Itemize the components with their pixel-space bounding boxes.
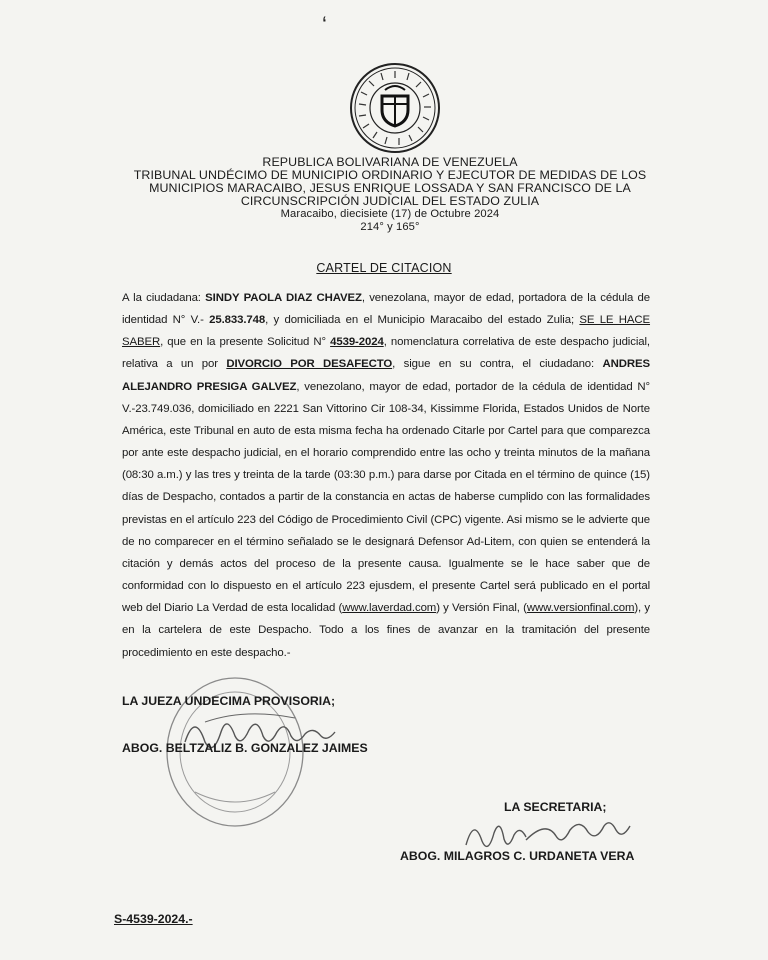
laverdad-link[interactable]: www.laverdad.com xyxy=(342,602,437,615)
header-republic: REPUBLICA BOLIVARIANA DE VENEZUELA xyxy=(262,155,518,169)
body-text-segment: , nomenclatura correlativa de este despacho judicial, relativa a un por xyxy=(122,336,650,371)
header-municipalities: MUNICIPIOS MARACAIBO, JESUS ENRIQUE LOSSADA Y SAN FRANCISCO DE LA xyxy=(149,181,631,195)
cited-party-name: SINDY PAOLA DIAZ CHAVEZ xyxy=(205,292,362,304)
document-title-text: CARTEL DE CITACION xyxy=(316,261,452,275)
versionfinal-link[interactable]: www.versionfinal.com xyxy=(526,602,635,615)
judge-name: ABOG. BELTZALIZ B. GONZALEZ JAIMES xyxy=(122,741,368,755)
petitioner-name: ANDRES ALEJANDRO PRESIGA GALVEZ xyxy=(122,358,650,393)
body-text-segment: , venezolana, mayor de edad, portadora de la cédula de identidad N° V.- xyxy=(122,292,650,327)
header-circumscription: CIRCUNSCRIPCIÓN JUDICIAL DEL ESTADO ZULIA xyxy=(240,194,540,208)
header-court-line: TRIBUNAL UNDÉCIMO DE MUNICIPIO ORDINARIO Y EJECUTOR DE MEDIDAS DE LOS xyxy=(133,168,647,182)
body-text-segment: , venezolano, mayor de edad, portador de la cédula de identidad N° V.-23.749.036, domiciliado en 2221 San Vittorino Cir 108-34, Kissimme Florida, Estados Unidos de Norte América, este Tribunal en auto de esta misma fecha ha ordenado Citarle por Cartel para que comparezca por ante este despacho judicial, en el horario comprendido entre las ocho y treinta minutos de la mañana (08:30 a.m.) y las tres y treinta de la tarde (03:30 p.m.) para darse por Citada en el término de quince (15) días de Despacho, contados a partir de la constancia en actas de haberse cumplido con las formalidades previstas en el artículo 223 del Código de Procedimiento Civil (CPC) vigente. Asi mismo se le advierte que de no comparecer en el término señalado se le designará Defensor Ad-Litem, con quien se entenderá la citación y demás actos del proceso de la presente causa. Igualmente se le hace saber que de conformidad con lo dispuesto en el artículo 223 ejusdem, el presente Cartel será publicado en el portal web del Diario La Verdad de esta localidad ( xyxy=(122,380,650,615)
notice-phrase: SE LE HACE SABER xyxy=(122,314,651,349)
body-text-segment: , que en la presente Solicitud N° xyxy=(160,336,331,349)
top-mark: ‘ xyxy=(322,12,327,37)
body-text-segment: , sigue en su contra, el ciudadano: xyxy=(392,358,603,371)
body-text-segment: , y domiciliada en el Municipio Maracaibo del estado Zulia; xyxy=(265,314,580,327)
body-text-segment: ) y Versión Final, ( xyxy=(436,602,527,615)
secretary-name: ABOG. MILAGROS C. URDANETA VERA xyxy=(400,849,635,863)
body-text-segment: A la ciudadana: xyxy=(122,292,206,304)
document-title xyxy=(0,261,768,275)
document-header xyxy=(130,156,650,234)
secretary-role: LA SECRETARIA; xyxy=(504,800,607,814)
citation-body xyxy=(122,287,650,664)
body-text-segment: ), y en la cartelera de este Despacho. Todo a los fines de avanzar en la tramitación del presente procedimiento en este despacho.- xyxy=(122,602,650,659)
cedula-number: 25.833.748 xyxy=(209,314,266,327)
case-motive: DIVORCIO POR DESAFECTO xyxy=(226,358,393,371)
solicitud-number: 4539-2024 xyxy=(330,336,384,349)
header-date: Maracaibo, diecisiete (17) de Octubre 2024 xyxy=(280,208,500,220)
case-reference: S-4539-2024.- xyxy=(114,912,193,926)
judge-role: LA JUEZA UNDECIMA PROVISORIA; xyxy=(122,694,336,708)
court-seal-icon xyxy=(349,62,441,154)
header-years: 214° y 165° xyxy=(360,221,420,233)
